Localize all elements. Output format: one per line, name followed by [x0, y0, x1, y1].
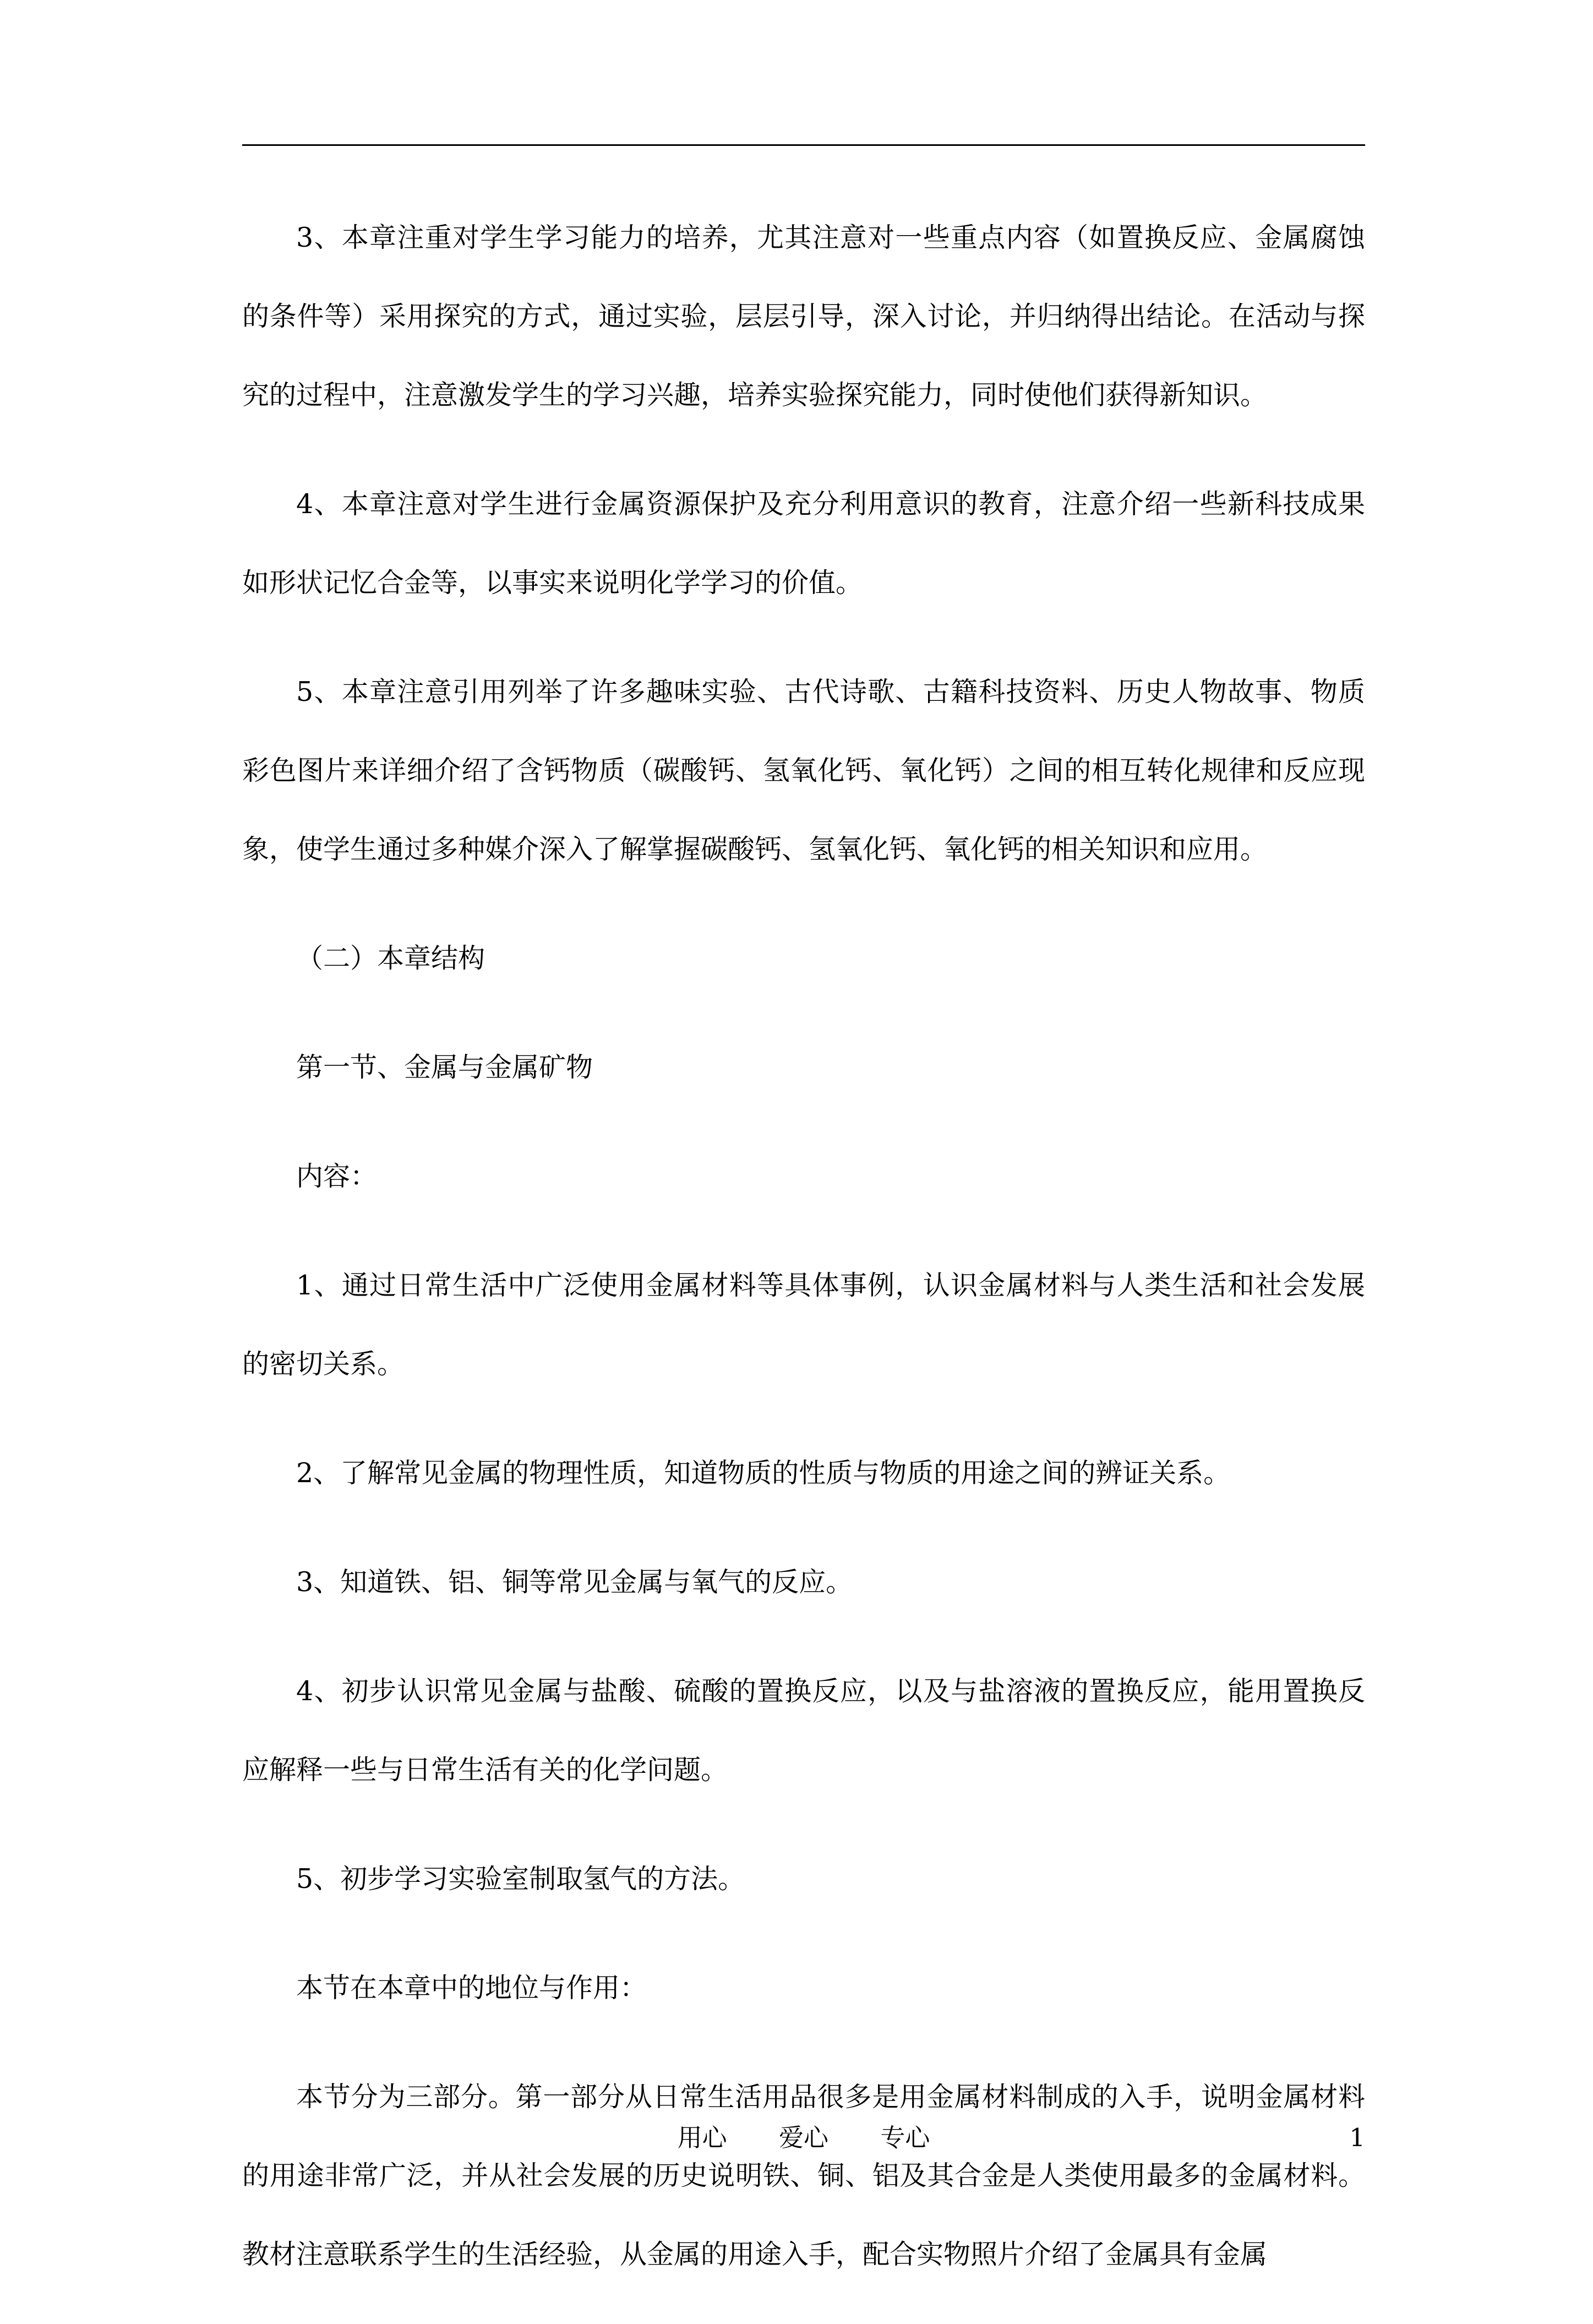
- footer-motto-item: 用心: [677, 2123, 727, 2152]
- paragraph: 4、初步认识常见金属与盐酸、硫酸的置换反应，以及与盐溶液的置换反应，能用置换反应解释一些与日常生活有关的化学问题。: [242, 1675, 1365, 1786]
- footer-motto-item: 爱心: [778, 2123, 828, 2152]
- section-heading: （二）本章结构: [296, 943, 485, 974]
- role-label: 本节在本章中的地位与作用：: [296, 1972, 647, 2004]
- paragraph: 5、本章注意引用列举了许多趣味实验、古代诗歌、古籍科技资料、历史人物故事、物质彩色图片来详细介绍了含钙物质（碳酸钙、氢氧化钙、氧化钙）之间的相互转化规律和反应现象，使学生通过多种媒介深入了解掌握碳酸钙、氢氧化钙、氧化钙的相关知识和应用。: [242, 676, 1365, 865]
- paragraph: 4、本章注意对学生进行金属资源保护及充分利用意识的教育，注意介绍一些新科技成果如形状记忆合金等，以事实来说明化学学习的价值。: [242, 488, 1365, 598]
- header-rule: [242, 144, 1365, 146]
- paragraph: 5、初步学习实验室制取氢气的方法。: [296, 1863, 745, 1895]
- document-body: [242, 198, 1365, 2324]
- paragraph: 2、了解常见金属的物理性质，知道物质的性质与物质的用途之间的辨证关系。: [296, 1457, 1231, 1489]
- page-footer: [242, 2119, 1365, 2157]
- paragraph: 3、知道铁、铝、铜等常见金属与氧气的反应。: [296, 1566, 853, 1598]
- paragraph: 1、通过日常生活中广泛使用金属材料等具体事例，认识金属材料与人类生活和社会发展的密切关系。: [242, 1270, 1365, 1380]
- content-label: 内容：: [296, 1161, 378, 1192]
- paragraph: 3、本章注重对学生学习能力的培养，尤其注意对一些重点内容（如置换反应、金属腐蚀的条件等）采用探究的方式，通过实验，层层引导，深入讨论，并归纳得出结论。在活动与探究的过程中，注意激发学生的学习兴趣，培养实验探究能力，同时使他们获得新知识。: [242, 222, 1365, 411]
- paragraph: 本节分为三部分。第一部分从日常生活用品很多是用金属材料制成的入手，说明金属材料的用途非常广泛，并从社会发展的历史说明铁、铜、铝及其合金是人类使用最多的金属材料。教材注意联系学生的生活经验，从金属的用途入手，配合实物照片介绍了金属具有金属: [242, 2081, 1365, 2270]
- footer-motto: [242, 2119, 1365, 2157]
- page-number: 1: [1349, 2123, 1365, 2152]
- footer-motto-item: 专心: [880, 2123, 930, 2152]
- subsection-heading: 第一节、金属与金属矿物: [296, 1052, 593, 1083]
